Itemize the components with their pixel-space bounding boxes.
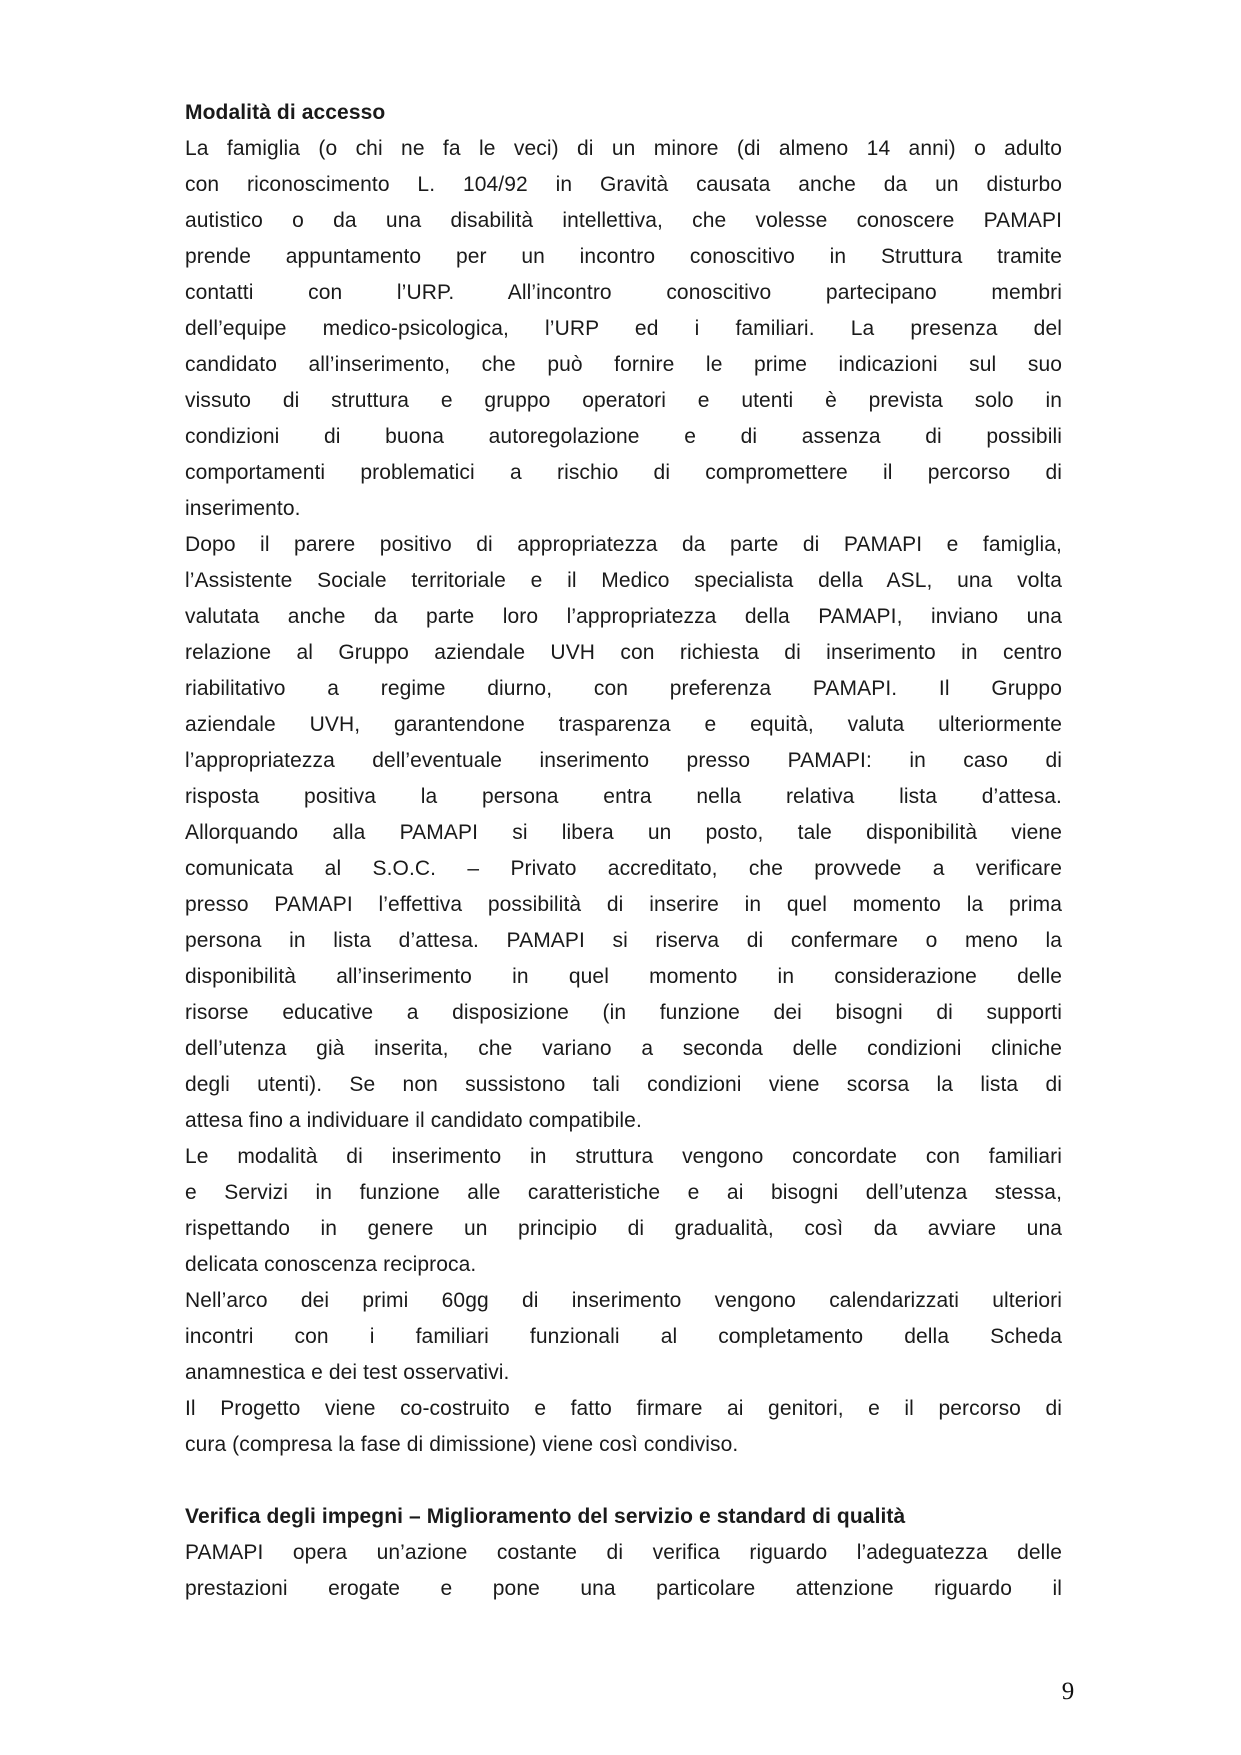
paragraph-spacer bbox=[185, 1463, 1062, 1499]
text-line: cura (compresa la fase di dimissione) viene così condiviso. bbox=[185, 1433, 739, 1456]
text-line: prestazioni erogate e pone una particolare attenzione riguardo il bbox=[185, 1577, 1062, 1600]
document-body bbox=[185, 95, 1062, 1607]
text-line: relazione al Gruppo aziendale UVH con richiesta di inserimento in centro bbox=[185, 641, 1062, 664]
text-line: risorse educative a disposizione (in funzione dei bisogni di supporti bbox=[185, 1001, 1062, 1024]
text-line: comunicata al S.O.C. – Privato accreditato, che provvede a verificare bbox=[185, 857, 1062, 880]
text-line: comportamenti problematici a rischio di compromettere il percorso di bbox=[185, 461, 1062, 484]
text-line: candidato all’inserimento, che può fornire le prime indicazioni sul suo bbox=[185, 353, 1062, 376]
text-line: PAMAPI opera un’azione costante di verifica riguardo l’adeguatezza delle bbox=[185, 1541, 1062, 1564]
text-line: e Servizi in funzione alle caratteristiche e ai bisogni dell’utenza stessa, bbox=[185, 1181, 1062, 1204]
text-line: risposta positiva la persona entra nella relativa lista d’attesa. bbox=[185, 785, 1062, 808]
text-line: valutata anche da parte loro l’appropriatezza della PAMAPI, inviano una bbox=[185, 605, 1062, 628]
text-line: anamnestica e dei test osservativi. bbox=[185, 1361, 510, 1384]
section-heading: Modalità di accesso bbox=[185, 101, 386, 124]
page-number: 9 bbox=[1061, 1678, 1075, 1705]
text-line: con riconoscimento L. 104/92 in Gravità causata anche da un disturbo bbox=[185, 173, 1062, 196]
text-line: Le modalità di inserimento in struttura vengono concordate con familiari bbox=[185, 1145, 1062, 1168]
text-line: autistico o da una disabilità intellettiva, che volesse conoscere PAMAPI bbox=[185, 209, 1062, 232]
text-line: delicata conoscenza reciproca. bbox=[185, 1253, 477, 1276]
text-line: inserimento. bbox=[185, 497, 301, 520]
text-line: attesa fino a individuare il candidato compatibile. bbox=[185, 1109, 642, 1132]
text-line: dell’utenza già inserita, che variano a seconda delle condizioni cliniche bbox=[185, 1037, 1062, 1060]
text-line: prende appuntamento per un incontro conoscitivo in Struttura tramite bbox=[185, 245, 1062, 268]
text-line: Dopo il parere positivo di appropriatezza da parte di PAMAPI e famiglia, bbox=[185, 533, 1062, 556]
text-line: persona in lista d’attesa. PAMAPI si riserva di confermare o meno la bbox=[185, 929, 1062, 952]
text-line: disponibilità all’inserimento in quel momento in considerazione delle bbox=[185, 965, 1062, 988]
text-line: Il Progetto viene co-costruito e fatto firmare ai genitori, e il percorso di bbox=[185, 1397, 1062, 1420]
section-heading: Verifica degli impegni – Miglioramento del servizio e standard di qualità bbox=[185, 1505, 906, 1528]
text-line: vissuto di struttura e gruppo operatori e utenti è prevista solo in bbox=[185, 389, 1062, 412]
text-line: presso PAMAPI l’effettiva possibilità di inserire in quel momento la prima bbox=[185, 893, 1062, 916]
text-line: condizioni di buona autoregolazione e di assenza di possibili bbox=[185, 425, 1062, 448]
text-line: incontri con i familiari funzionali al completamento della Scheda bbox=[185, 1325, 1062, 1348]
text-line: degli utenti). Se non sussistono tali condizioni viene scorsa la lista di bbox=[185, 1073, 1062, 1096]
text-line: aziendale UVH, garantendone trasparenza e equità, valuta ulteriormente bbox=[185, 713, 1062, 736]
text-line: l’Assistente Sociale territoriale e il Medico specialista della ASL, una volta bbox=[185, 569, 1062, 592]
text-line: l’appropriatezza dell’eventuale inserimento presso PAMAPI: in caso di bbox=[185, 749, 1062, 772]
text-line: contatti con l’URP. All’incontro conoscitivo partecipano membri bbox=[185, 281, 1062, 304]
text-line: dell’equipe medico-psicologica, l’URP ed i familiari. La presenza del bbox=[185, 317, 1062, 340]
text-line: Nell’arco dei primi 60gg di inserimento vengono calendarizzati ulteriori bbox=[185, 1289, 1062, 1312]
text-line: rispettando in genere un principio di gradualità, così da avviare una bbox=[185, 1217, 1062, 1240]
text-line: Allorquando alla PAMAPI si libera un posto, tale disponibilità viene bbox=[185, 821, 1062, 844]
text-line: La famiglia (o chi ne fa le veci) di un minore (di almeno 14 anni) o adulto bbox=[185, 137, 1062, 160]
text-line: riabilitativo a regime diurno, con preferenza PAMAPI. Il Gruppo bbox=[185, 677, 1062, 700]
